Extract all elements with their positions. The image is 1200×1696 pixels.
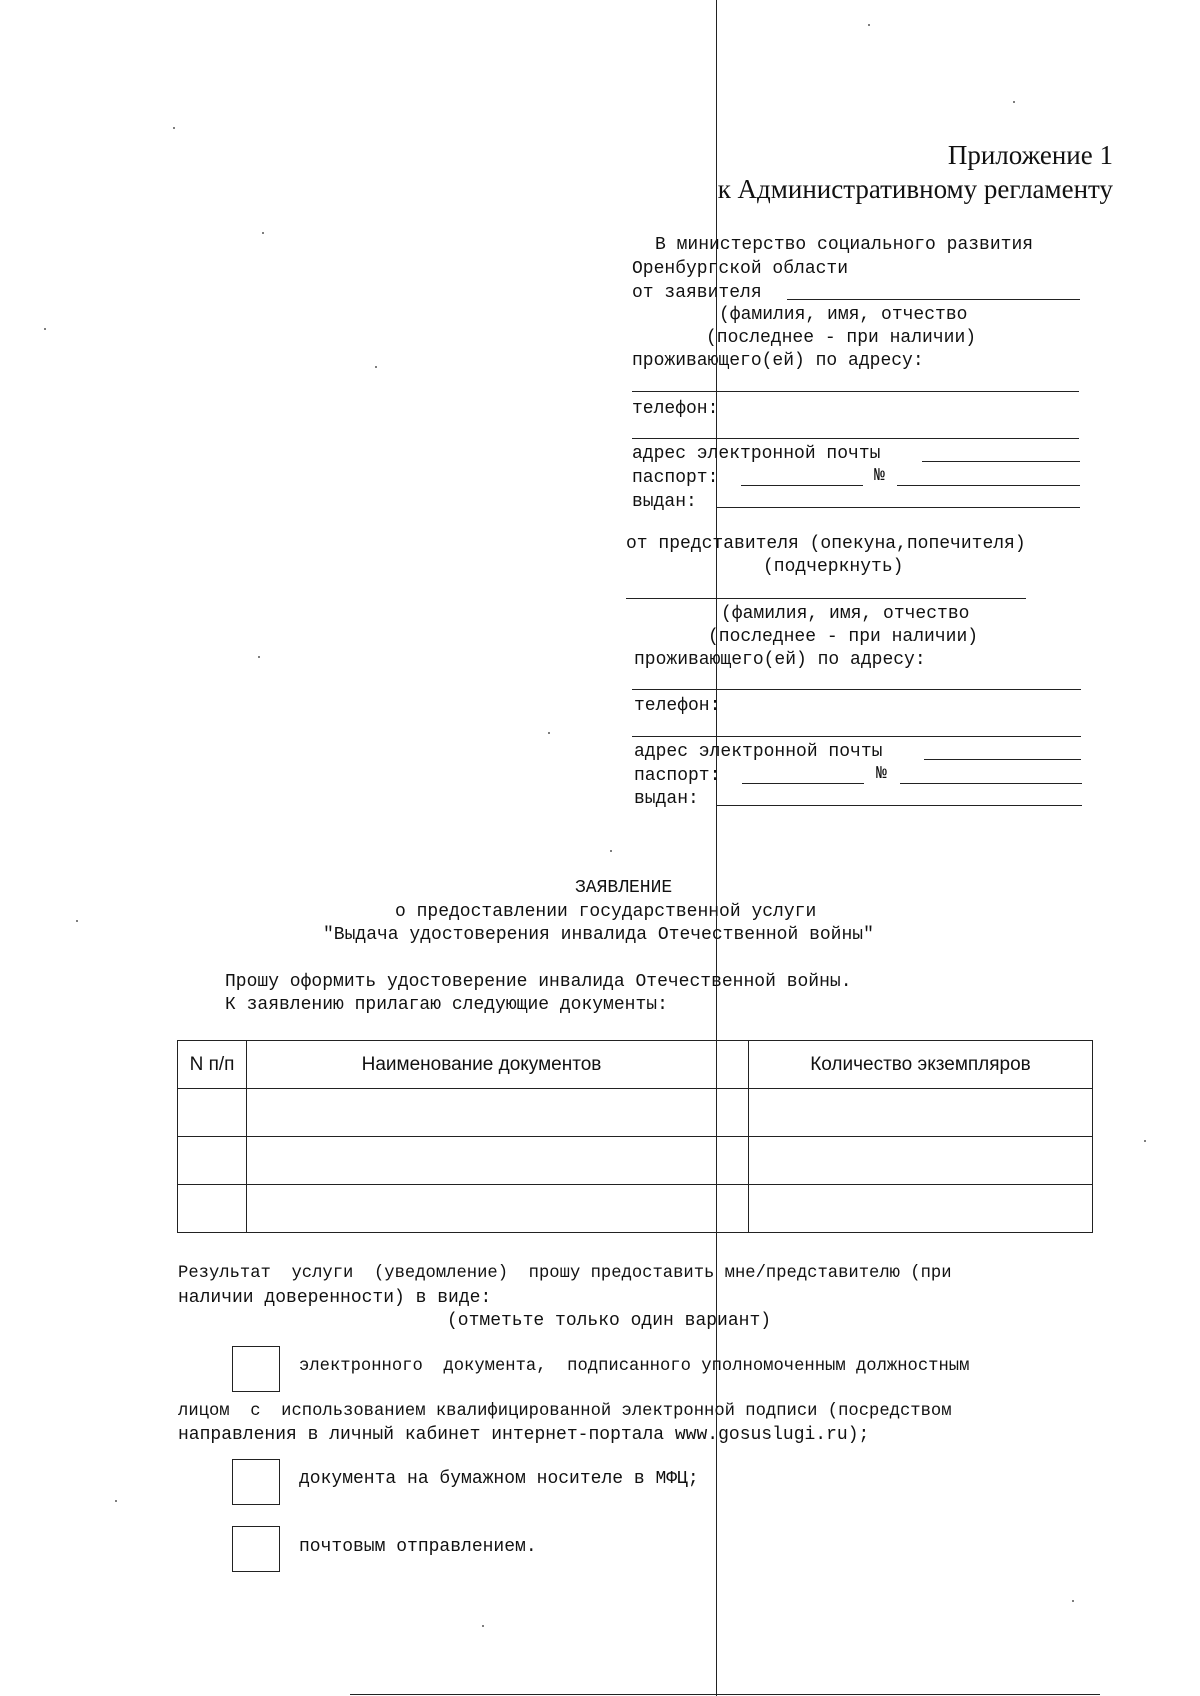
scan-speck <box>1072 1600 1074 1602</box>
statement-service-name: "Выдача удостоверения инвалида Отечественной войны" <box>323 925 874 945</box>
representative-fio-hint: (фамилия, имя, отчество <box>721 604 970 624</box>
applicant-passport-label: паспорт: <box>632 468 719 488</box>
table-row[interactable] <box>178 1137 1093 1185</box>
scan-speck <box>1013 101 1015 103</box>
statement-title: ЗАЯВЛЕНИЕ <box>575 878 673 898</box>
cell-spacer <box>717 1137 749 1185</box>
option-electronic-text-2: лицом с использованием квалифицированной электронной подписи (посредством <box>178 1402 952 1421</box>
regulation-title: к Административному регламенту <box>717 174 1113 204</box>
representative-email-line[interactable] <box>924 759 1081 760</box>
scan-speck <box>610 850 612 852</box>
applicant-issued-line[interactable] <box>717 507 1080 508</box>
applicant-passport-number-line[interactable] <box>897 485 1080 486</box>
applicant-email-line[interactable] <box>922 461 1080 462</box>
cell-number[interactable] <box>178 1137 247 1185</box>
applicant-passport-series-line[interactable] <box>741 485 863 486</box>
applicant-email-label: адрес электронной почты <box>632 444 881 464</box>
representative-passport-number-line[interactable] <box>900 783 1082 784</box>
scan-speck <box>173 127 175 129</box>
cell-name[interactable] <box>247 1137 717 1185</box>
from-applicant-label: от заявителя <box>632 283 762 303</box>
representative-email-label: адрес электронной почты <box>634 742 883 762</box>
representative-fio-hint-2: (последнее - при наличии) <box>708 627 979 647</box>
representative-underline-hint: (подчеркнуть) <box>763 557 904 577</box>
table-row[interactable] <box>178 1089 1093 1137</box>
cell-number[interactable] <box>178 1185 247 1233</box>
statement-service-line: о предоставлении государственной услуги <box>395 902 817 922</box>
documents-table <box>177 1040 1093 1233</box>
scan-speck <box>868 24 870 26</box>
applicant-issued-label: выдан: <box>632 492 697 512</box>
cell-name[interactable] <box>247 1185 717 1233</box>
scan-speck <box>1144 1140 1146 1142</box>
cell-spacer <box>717 1089 749 1137</box>
scan-bottom-edge <box>350 1694 1100 1695</box>
representative-residing-label: проживающего(ей) по адресу: <box>634 650 926 670</box>
applicant-fio-hint-2: (последнее - при наличии) <box>706 328 977 348</box>
scan-speck <box>548 732 550 734</box>
cell-spacer <box>717 1185 749 1233</box>
scan-speck <box>482 1625 484 1627</box>
statement-attach: К заявлению прилагаю следующие документы: <box>225 995 668 1015</box>
option-electronic-checkbox[interactable] <box>232 1346 280 1392</box>
scan-speck <box>262 232 264 234</box>
representative-address-line[interactable] <box>632 689 1081 690</box>
applicant-number-sign: № <box>874 466 885 486</box>
option-mail-checkbox[interactable] <box>232 1526 280 1572</box>
from-representative-label: от представителя (опекуна,попечителя) <box>626 534 1026 554</box>
scan-speck <box>76 920 78 922</box>
applicant-address-line[interactable] <box>632 391 1079 392</box>
col-spacer-header <box>717 1041 749 1089</box>
option-paper-checkbox[interactable] <box>232 1459 280 1505</box>
applicant-phone-line[interactable] <box>632 438 1079 439</box>
table-header-row <box>178 1041 1093 1089</box>
result-text-line-1: Результат услуги (уведомление) прошу предоставить мне/представителю (при <box>178 1264 952 1283</box>
option-electronic-text-3: направления в личный кабинет интернет-портала www.gosuslugi.ru); <box>178 1425 870 1445</box>
option-electronic-text-1: электронного документа, подписанного уполномоченным должностным <box>299 1357 970 1376</box>
cell-qty[interactable] <box>749 1089 1093 1137</box>
representative-number-sign: № <box>876 764 887 784</box>
result-text-line-2: наличии доверенности) в виде: <box>178 1288 492 1308</box>
statement-request: Прошу оформить удостоверение инвалида Отечественной войны. <box>225 972 852 992</box>
scan-speck <box>44 328 46 330</box>
cell-qty[interactable] <box>749 1137 1093 1185</box>
representative-issued-label: выдан: <box>634 789 699 809</box>
representative-passport-label: паспорт: <box>634 766 721 786</box>
applicant-fio-hint: (фамилия, имя, отчество <box>719 305 968 325</box>
option-paper-text: документа на бумажном носителе в МФЦ; <box>299 1469 699 1489</box>
applicant-residing-label: проживающего(ей) по адресу: <box>632 351 924 371</box>
option-mail-text: почтовым отправлением. <box>299 1537 537 1557</box>
scan-speck <box>258 656 260 658</box>
scan-speck <box>375 366 377 368</box>
cell-name[interactable] <box>247 1089 717 1137</box>
cell-qty[interactable] <box>749 1185 1093 1233</box>
representative-phone-line[interactable] <box>632 736 1081 737</box>
table-row[interactable] <box>178 1185 1093 1233</box>
scan-speck <box>115 1500 117 1502</box>
representative-issued-line[interactable] <box>717 805 1082 806</box>
col-qty-header: Количество экземпляров <box>749 1041 1093 1089</box>
cell-number[interactable] <box>178 1089 247 1137</box>
result-choice-hint: (отметьте только один вариант) <box>447 1311 772 1331</box>
col-number-header: N п/п <box>178 1041 247 1089</box>
applicant-phone-label: телефон: <box>632 399 719 419</box>
applicant-name-line[interactable] <box>787 299 1080 300</box>
representative-passport-series-line[interactable] <box>742 783 864 784</box>
addressee-region: Оренбургской области <box>632 259 849 279</box>
appendix-title: Приложение 1 <box>947 140 1113 170</box>
addressee-ministry: В министерство социального развития <box>655 235 1034 255</box>
representative-phone-label: телефон: <box>634 696 721 716</box>
representative-name-line[interactable] <box>626 598 1026 599</box>
col-name-header: Наименование документов <box>247 1041 717 1089</box>
